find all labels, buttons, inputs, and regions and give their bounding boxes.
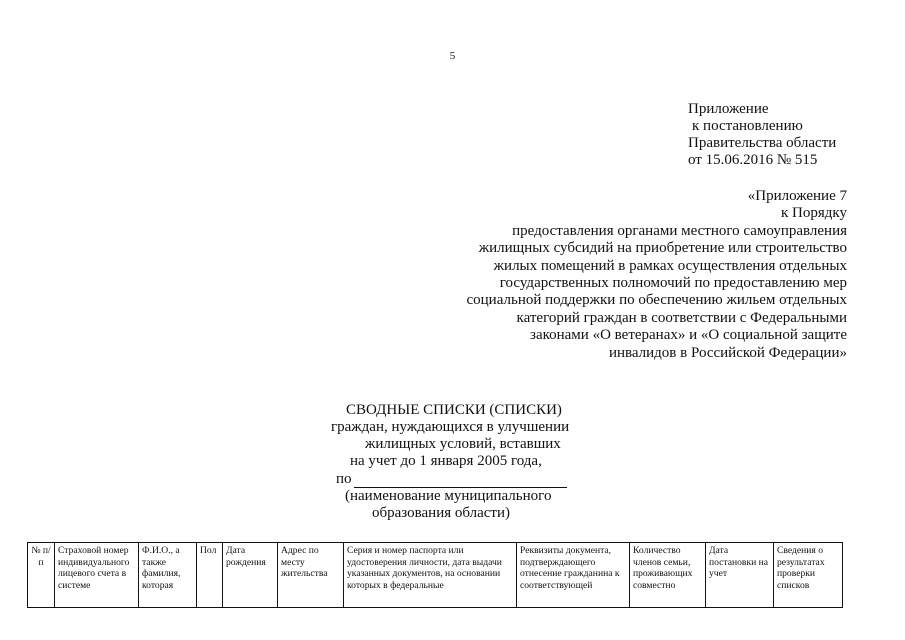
table-header-cell: Адрес по месту жительства bbox=[278, 543, 344, 608]
blank-underline bbox=[354, 474, 567, 488]
table-header-cell: Дата рождения bbox=[223, 543, 278, 608]
appendix-block bbox=[688, 101, 836, 169]
quoted-appendix-line: законами «О ветеранах» и «О социальной защите bbox=[530, 327, 847, 344]
table-header-cell: Пол bbox=[197, 543, 223, 608]
quoted-appendix-line: жилых помещений в рамках осуществления отдельных bbox=[493, 257, 847, 274]
table-header-cell: № п/п bbox=[28, 543, 55, 608]
quoted-appendix-line: социальной поддержки по обеспечению жильем отдельных bbox=[466, 292, 847, 309]
table-header-cell: Серия и номер паспорта или удостоверения личности, дата выдачи указанных документов, на основании которых в федеральные bbox=[344, 543, 517, 608]
title-by-word: по bbox=[336, 471, 352, 487]
title-by-line bbox=[336, 471, 567, 488]
title-line: на учет до 1 января 2005 года, bbox=[350, 453, 542, 469]
quoted-appendix-line: инвалидов в Российской Федерации» bbox=[608, 344, 847, 361]
quoted-appendix-line: «Приложение 7 bbox=[747, 188, 847, 204]
table-header-row bbox=[28, 543, 843, 608]
title-line: (наименование муниципального bbox=[345, 488, 552, 504]
header-table bbox=[27, 542, 843, 608]
page-number: 5 bbox=[449, 50, 456, 62]
title-heading: СВОДНЫЕ СПИСКИ (СПИСКИ) bbox=[346, 402, 562, 418]
quoted-appendix-block bbox=[466, 188, 847, 362]
table-header-cell: Дата постановки на учет bbox=[706, 543, 774, 608]
appendix-line: к постановлению bbox=[692, 118, 803, 134]
quoted-appendix-line: государственных полномочий по предоставлению мер bbox=[499, 275, 847, 292]
quoted-appendix-line: к Порядку bbox=[781, 205, 847, 222]
table-header-cell: Реквизиты документа, подтверждающего отнесение гражданина к соответствующей bbox=[517, 543, 630, 608]
quoted-appendix-line: предоставления органами местного самоуправления bbox=[512, 222, 847, 239]
title-line: жилищных условий, вставших bbox=[365, 436, 561, 452]
table-header-cell: Страховой номер индивидуального лицевого счета в системе bbox=[55, 543, 139, 608]
appendix-line: от 15.06.2016 № 515 bbox=[688, 152, 818, 168]
quoted-appendix-line: жилищных субсидий на приобретение или строительство bbox=[478, 240, 847, 257]
title-line: образования области) bbox=[372, 505, 511, 521]
table-header-cell: Ф.И.О., а также фамилия, которая bbox=[139, 543, 197, 608]
quoted-appendix-line: категорий граждан в соответствии с Федеральными bbox=[516, 309, 847, 326]
table-header-cell: Количество членов семьи, проживающих совместно bbox=[630, 543, 706, 608]
title-line: граждан, нуждающихся в улучшении bbox=[331, 419, 570, 435]
appendix-line: Приложение bbox=[688, 101, 769, 117]
table-header-cell: Сведения о результатах проверки списков bbox=[774, 543, 843, 608]
appendix-line: Правительства области bbox=[688, 135, 837, 151]
